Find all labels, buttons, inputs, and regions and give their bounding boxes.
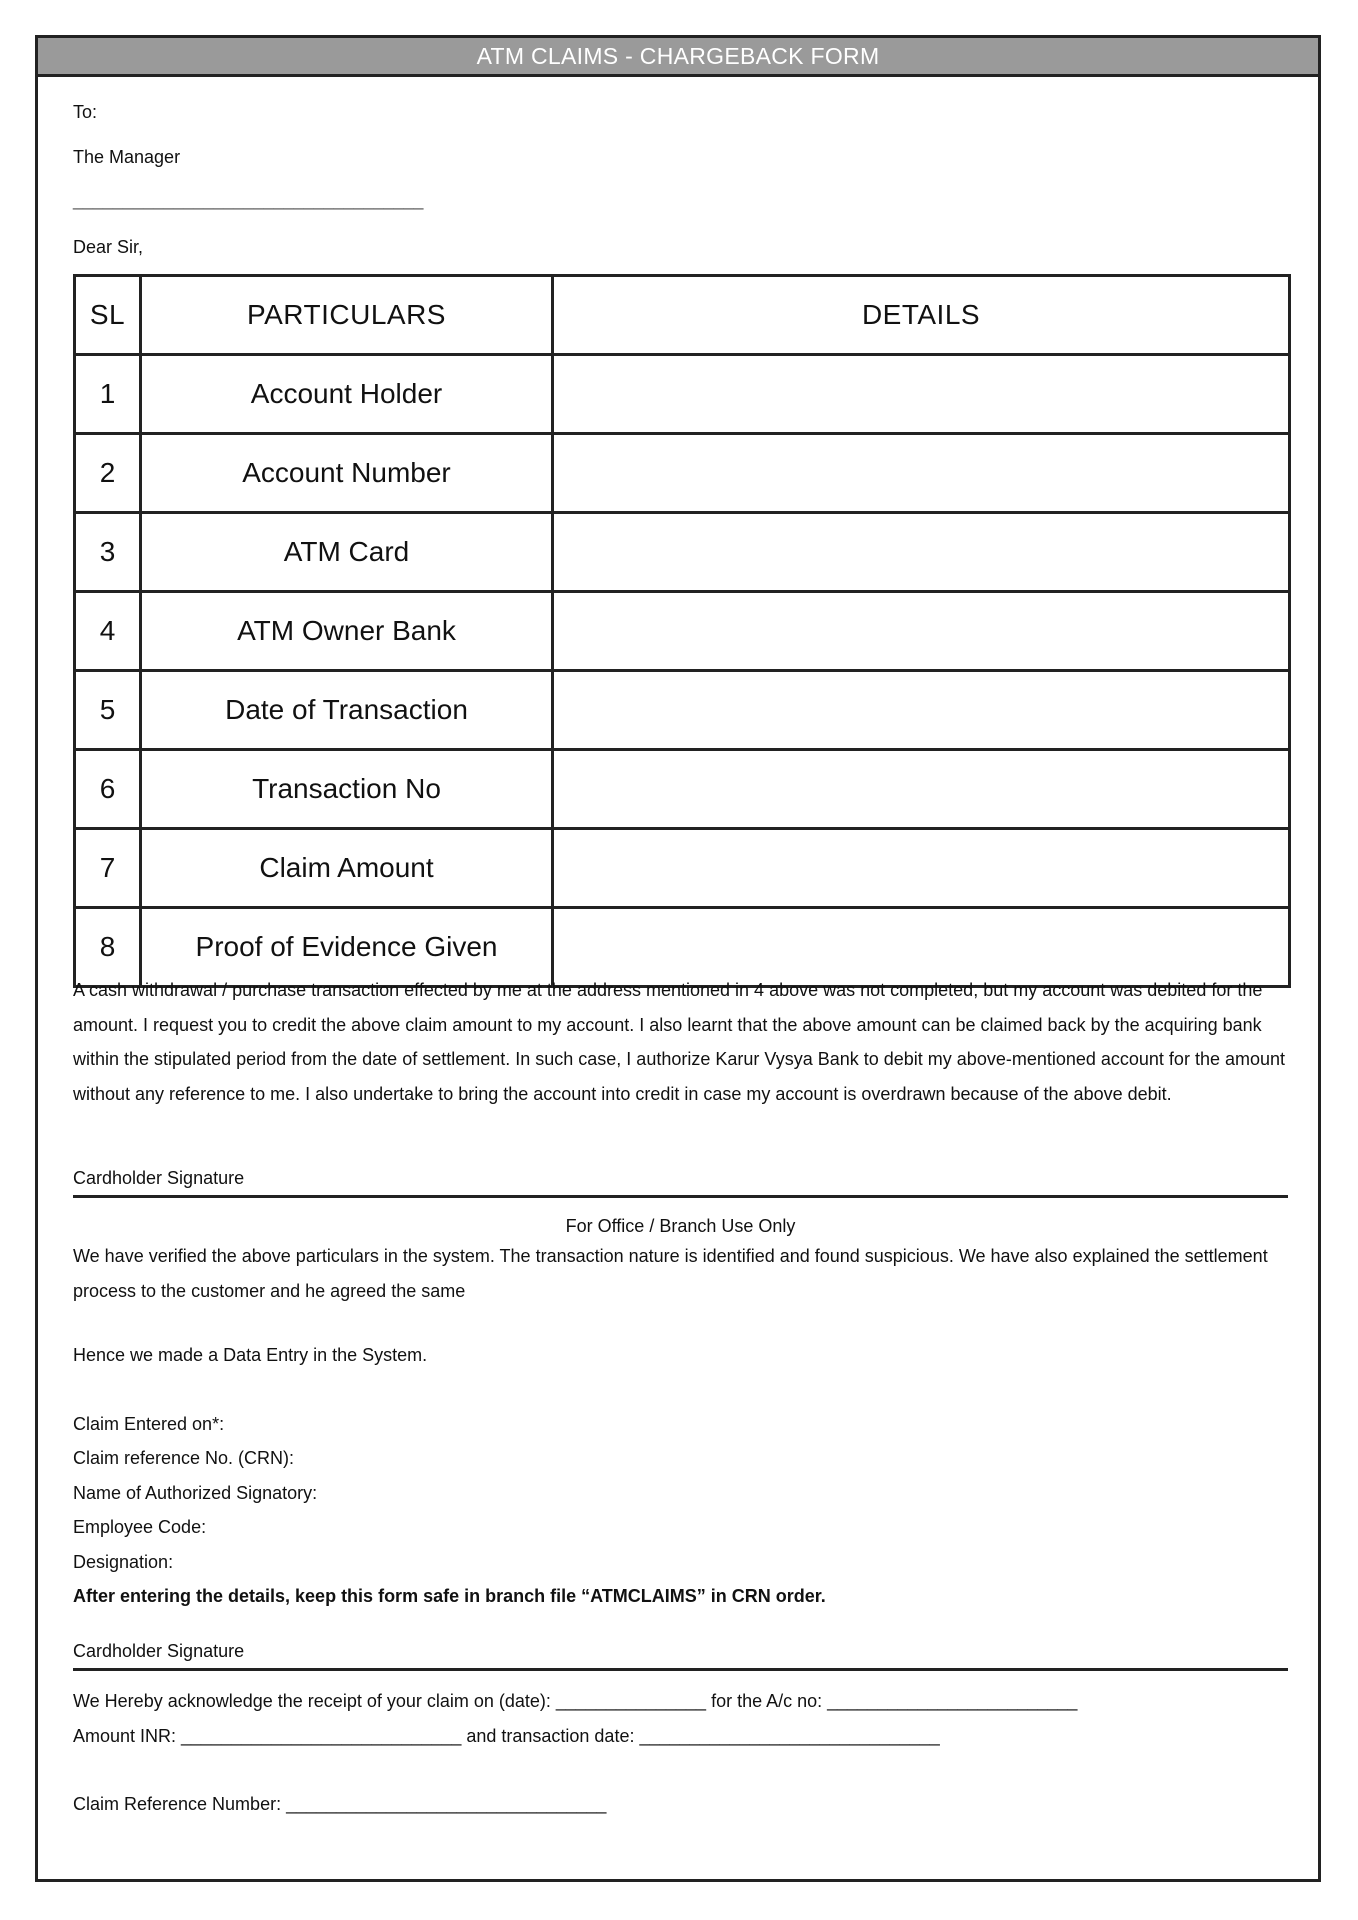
- row-detail-field[interactable]: [553, 513, 1290, 592]
- table-row: [75, 750, 1290, 829]
- declaration-paragraph: A cash withdrawal / purchase transaction effected by me at the address mentioned in 4 above was not completed, but my account was debited for the amount. I request you to credit the above claim amount to my account. I also learnt that the above amount can be claimed back by the acquiring bank within the stipulated period from the date of settlement. In such case, I authorize Karur Vysya Bank to debit my above-mentioned account for the amount without any reference to me. I also undertake to bring the account into credit in case my account is overdrawn because of the above debit.: [73, 980, 1286, 1104]
- table-row: [75, 592, 1290, 671]
- row-particular: Claim Amount: [141, 829, 553, 908]
- row-particular: ATM Owner Bank: [141, 592, 553, 671]
- manager-blank-line: ___________________________________: [73, 190, 424, 210]
- header-sl: SL: [75, 276, 141, 355]
- row-sl: 1: [75, 355, 141, 434]
- header-particulars: PARTICULARS: [141, 276, 553, 355]
- row-detail-field[interactable]: [553, 671, 1290, 750]
- row-particular: Date of Transaction: [141, 671, 553, 750]
- row-particular: Transaction No: [141, 750, 553, 829]
- office-use-heading: For Office / Branch Use Only: [565, 1216, 796, 1236]
- row-sl: 5: [75, 671, 141, 750]
- row-sl: 4: [75, 592, 141, 671]
- table-row: [75, 513, 1290, 592]
- cardholder-signature-label: Cardholder Signature: [73, 1168, 245, 1188]
- form-title: ATM CLAIMS - CHARGEBACK FORM: [38, 38, 1318, 77]
- office-instruction: After entering the details, keep this form safe in branch file “ATMCLAIMS” in CRN order.: [73, 1586, 826, 1606]
- crn-field: Claim reference No. (CRN):: [73, 1448, 295, 1468]
- form-frame: [35, 35, 1321, 1882]
- authorized-signatory-field: Name of Authorized Signatory:: [73, 1483, 318, 1503]
- table-row: [75, 829, 1290, 908]
- row-sl: 8: [75, 908, 141, 987]
- table-header-row: [75, 276, 1290, 355]
- row-detail-field[interactable]: [553, 829, 1290, 908]
- row-sl: 3: [75, 513, 141, 592]
- acknowledgement-line-1: We Hereby acknowledge the receipt of your claim on (date): _______________ for the A/c no: _________________________: [73, 1691, 1078, 1711]
- row-detail-field[interactable]: [553, 434, 1290, 513]
- row-particular: Proof of Evidence Given: [141, 908, 553, 987]
- employee-code-field: Employee Code:: [73, 1517, 207, 1537]
- row-detail-field[interactable]: [553, 592, 1290, 671]
- manager-label: The Manager: [73, 147, 181, 167]
- acknowledgement-line-2: Amount INR: ____________________________ and transaction date: ______________________________: [73, 1726, 940, 1746]
- particulars-table: [73, 274, 1291, 988]
- claim-reference-number-line: Claim Reference Number: ________________________________: [73, 1794, 607, 1814]
- row-sl: 6: [75, 750, 141, 829]
- salutation: Dear Sir,: [73, 237, 144, 257]
- row-sl: 7: [75, 829, 141, 908]
- table-row: [75, 671, 1290, 750]
- row-particular: Account Number: [141, 434, 553, 513]
- data-entry-text: Hence we made a Data Entry in the System.: [73, 1345, 428, 1365]
- designation-field: Designation:: [73, 1552, 174, 1572]
- claim-entered-field: Claim Entered on*:: [73, 1414, 225, 1434]
- row-sl: 2: [75, 434, 141, 513]
- cardholder-signature-label-2: Cardholder Signature: [73, 1641, 245, 1661]
- office-verified-text: We have verified the above particulars in the system. The transaction nature is identified and found suspicious. We have also explained the settlement process to the customer and he agreed the same: [73, 1246, 1268, 1301]
- row-detail-field[interactable]: [553, 750, 1290, 829]
- table-row: [75, 355, 1290, 434]
- signature-line: [73, 1195, 1288, 1198]
- row-detail-field[interactable]: [553, 355, 1290, 434]
- row-particular: Account Holder: [141, 355, 553, 434]
- header-details: DETAILS: [553, 276, 1290, 355]
- row-particular: ATM Card: [141, 513, 553, 592]
- signature-line-2: [73, 1668, 1288, 1671]
- to-label: To:: [73, 102, 98, 122]
- table-row: [75, 434, 1290, 513]
